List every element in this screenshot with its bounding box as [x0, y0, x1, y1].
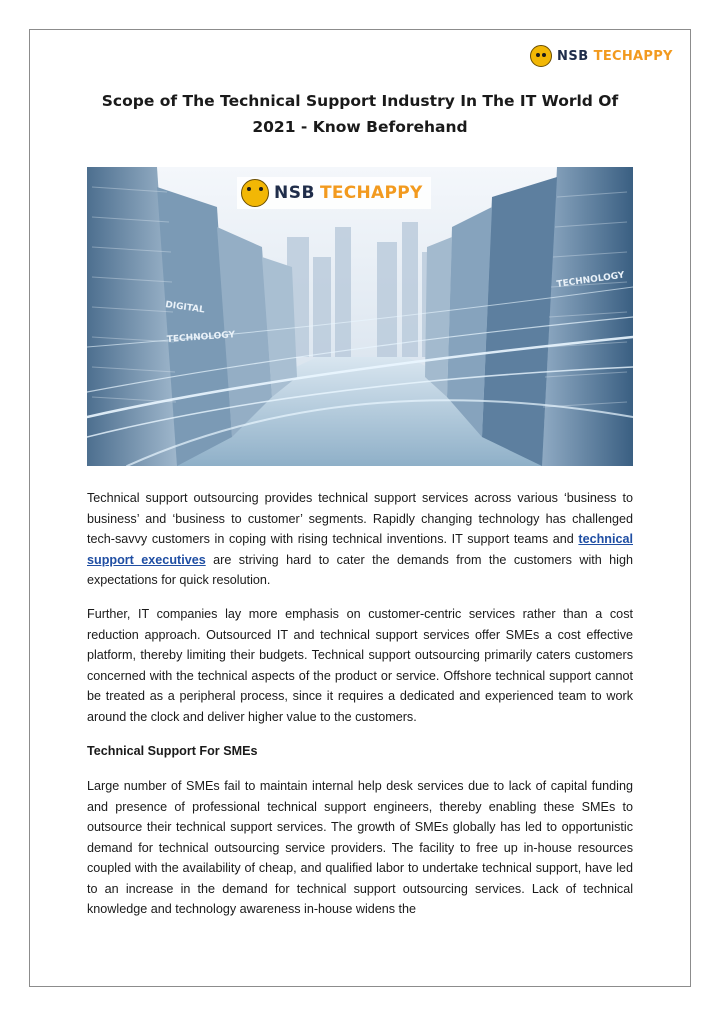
brand-nsb: NSB: [557, 48, 589, 64]
hero-image: [87, 167, 633, 466]
paragraph-smes: [87, 776, 633, 920]
hero-word-digital: DIGITAL: [164, 300, 206, 316]
paragraph-customer-centric-text: Further, IT companies lay more emphasis on customer-centric services rather than a cost reduction approach. Outsourced IT and technical support services offer SMEs a cost effective platform, thereby limiting their budgets. Technical support outsourcing primarily caters customers concerned with the technical aspects of the product or service. Offshore technical support cannot be treated as a peripheral process, since it requires a dedicated and experienced team to work around the clock and deliver higher value to the customers.: [87, 607, 633, 724]
technical-support-executives-link[interactable]: technical support executives: [87, 532, 633, 567]
brand-logo: [530, 42, 673, 70]
paragraph-customer-centric: [87, 604, 633, 727]
paragraph-smes-text: Large number of SMEs fail to maintain internal help desk services due to lack of capital funding and presence of professional technical support engineers, thereby enabling these SMEs to outsource their technical support services. The growth of SMEs globally has led to opportunistic demand for technical outsourcing service providers. The facility to free up in-house resources coupled with the availability of cheap, and qualified labor to undertake technical support, have led to an increase in the demand for technical support outsourcing services. Lack of technical knowledge and technology awareness in-house widens the: [87, 779, 633, 916]
section-heading-smes: Technical Support For SMEs: [87, 744, 258, 758]
hero-word-technology-right: TECHNOLOGY: [556, 270, 626, 290]
city-illustration: [87, 167, 633, 466]
hero-brand-techappy: TECHAPPY: [319, 183, 423, 203]
mascot-icon: [530, 45, 552, 67]
hero-word-technology-left: TECHNOLOGY: [166, 330, 236, 345]
intro-text-after: are striving hard to cater the demands from the customers with high expectations for quick resolution.: [87, 552, 633, 587]
hero-mascot-icon: [241, 179, 269, 207]
hero-brand-nsb: NSB: [274, 183, 315, 203]
intro-text-before: Technical support outsourcing provides technical support services across various ‘business to business’ and ‘business to customer’ segments. Rapidly changing technology has challenged tech-savvy customers in coping with rising technical inventions. IT support teams and: [87, 491, 633, 546]
brand-techappy: TECHAPPY: [593, 48, 673, 64]
paragraph-intro: [87, 488, 633, 591]
hero-brand-overlay: [237, 177, 431, 209]
page-title: Scope of The Technical Support Industry In The IT World Of 2021 - Know Beforehand: [101, 92, 619, 136]
